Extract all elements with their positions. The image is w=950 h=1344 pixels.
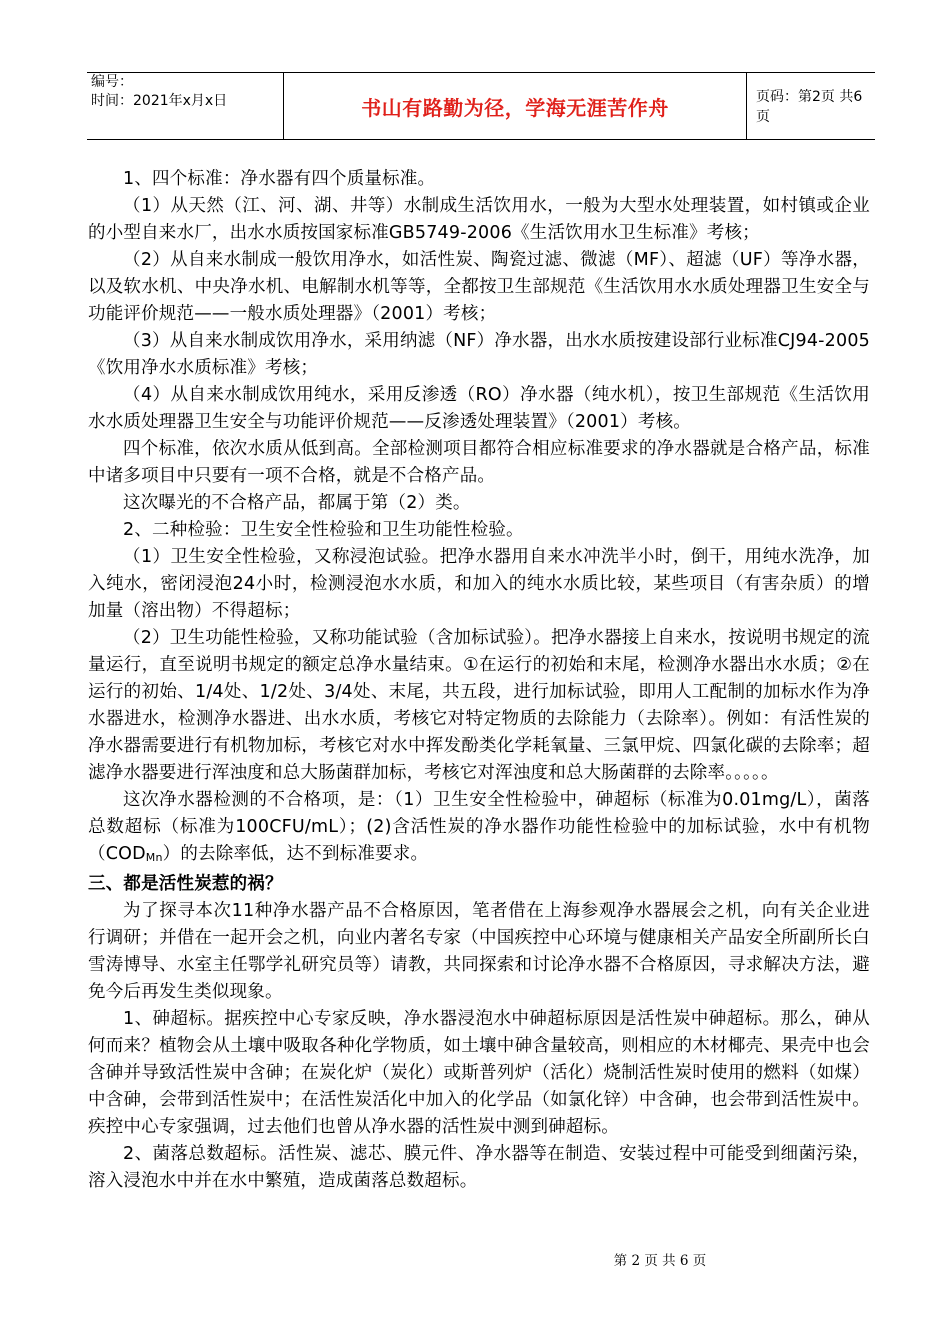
header-meta: [87, 73, 283, 139]
document-body: [88, 166, 870, 1195]
paragraph: （1）从天然（江、河、湖、井等）水制成生活饮用水，一般为大型水处理装置，如村镇或企业的小型自来水厂，出水水质按国家标准GB5749-2006《生活饮用水卫生标准》考核；: [88, 196, 870, 243]
paragraph: 为了探寻本次11种净水器产品不合格原因，笔者借在上海参观净水器展会之机，向有关企业进行调研；并借在一起开会之机，向业内著名专家（中国疾控中心环境与健康相关产品安全所副所长白雪涛博导、水室主任鄂学礼研究员等）请教，共同探索和讨论净水器不合格原因，寻求解决方法，避免今后再发生类似现象。: [88, 901, 870, 1002]
header-slogan-cell: [283, 73, 747, 139]
page-label: 页码：第2页 共6页: [756, 89, 863, 125]
paragraph: 这次曝光的不合格产品，都属于第（2）类。: [123, 493, 471, 513]
subscript: Mn: [145, 851, 163, 864]
paragraph: 1、四个标准：净水器有四个质量标准。: [123, 169, 436, 189]
slogan: 书山有路勤为径，学海无涯苦作舟: [361, 95, 669, 120]
text-segment: 这次净水器检测的不合格项，是：（1）卫生安全性检验中，砷超标（标准为0.01mg/L），菌落总数超标（标准为100CFU/mL）；(2)含活性炭的净水器作功能性检验中的加标试验，水中有机物（COD: [88, 790, 870, 864]
paragraph: （1）卫生安全性检验，又称浸泡试验。把净水器用自来水冲洗半小时，倒干，用纯水洗净，加入纯水，密闭浸泡24小时，检测浸泡水水质，和加入的纯水水质比较，某些项目（有害杂质）的增加量（溶出物）不得超标；: [88, 547, 870, 621]
paragraph: （3）从自来水制成饮用净水，采用纳滤（NF）净水器，出水水质按建设部行业标准CJ94-2005《饮用净水水质标准》考核；: [88, 331, 870, 378]
section-heading: 三、都是活性炭惹的祸？: [88, 874, 283, 894]
paragraph: 2、菌落总数超标。活性炭、滤芯、膜元件、净水器等在制造、安装过程中可能受到细菌污染，溶入浸泡水中并在水中繁殖，造成菌落总数超标。: [88, 1144, 870, 1191]
paragraph: （2）卫生功能性检验，又称功能试验（含加标试验）。把净水器接上自来水，按说明书规定的流量运行，直至说明书规定的额定总净水量结束。①在运行的初始和末尾，检测净水器出水水质；②在运行的初始、1/4处、1/2处、3/4处、末尾，共五段，进行加标试验，即用人工配制的加标水作为净水器进水，检测净水器进、出水水质，考核它对特定物质的去除能力（去除率）。例如：有活性炭的净水器需要进行有机物加标，考核它对水中挥发酚类化学耗氧量、三氯甲烷、四氯化碳的去除率；超滤净水器要进行浑浊度和总大肠菌群加标，考核它对浑浊度和总大肠菌群的去除率。。。。。: [88, 628, 870, 783]
page-header: [87, 72, 875, 140]
page-footer: 第 2 页 共 6 页: [613, 1253, 707, 1269]
paragraph: 1、砷超标。据疾控中心专家反映，净水器浸泡水中砷超标原因是活性炭中砷超标。那么，砷从何而来？植物会从土壤中吸取各种化学物质，如土壤中砷含量较高，则相应的木材椰壳、果壳中也会含砷并导致活性炭中含砷；在炭化炉（炭化）或斯普列炉（活化）烧制活性炭时使用的燃料（如煤）中含砷，会带到活性炭中；在活性炭活化中加入的化学品（如氯化锌）中含砷，也会带到活性炭中。疾控中心专家强调，过去他们也曾从净水器的活性炭中测到砷超标。: [88, 1009, 870, 1137]
paragraph: 2、二种检验：卫生安全性检验和卫生功能性检验。: [123, 520, 524, 540]
paragraph-unqualified-items: [88, 787, 870, 871]
code-label: 编号：: [91, 74, 133, 90]
paragraph: 四个标准，依次水质从低到高。全部检测项目都符合相应标准要求的净水器就是合格产品，标准中诸多项目中只要有一项不合格，就是不合格产品。: [88, 439, 870, 486]
paragraph: （4）从自来水制成饮用纯水，采用反渗透（RO）净水器（纯水机），按卫生部规范《生活饮用水水质处理器卫生安全与功能评价规范——反渗透处理装置》（2001）考核。: [88, 385, 870, 432]
paragraph: （2）从自来水制成一般饮用净水，如活性炭、陶瓷过滤、微滤（MF）、超滤（UF）等净水器，以及软水机、中央净水机、电解制水机等等，全都按卫生部规范《生活饮用水水质处理器卫生安全与功能评价规范——一般水质处理器》（2001）考核；: [88, 250, 870, 324]
text-segment: ）的去除率低，达不到标准要求。: [162, 844, 429, 864]
date-label: 时间：2021年x月x日: [91, 93, 228, 109]
